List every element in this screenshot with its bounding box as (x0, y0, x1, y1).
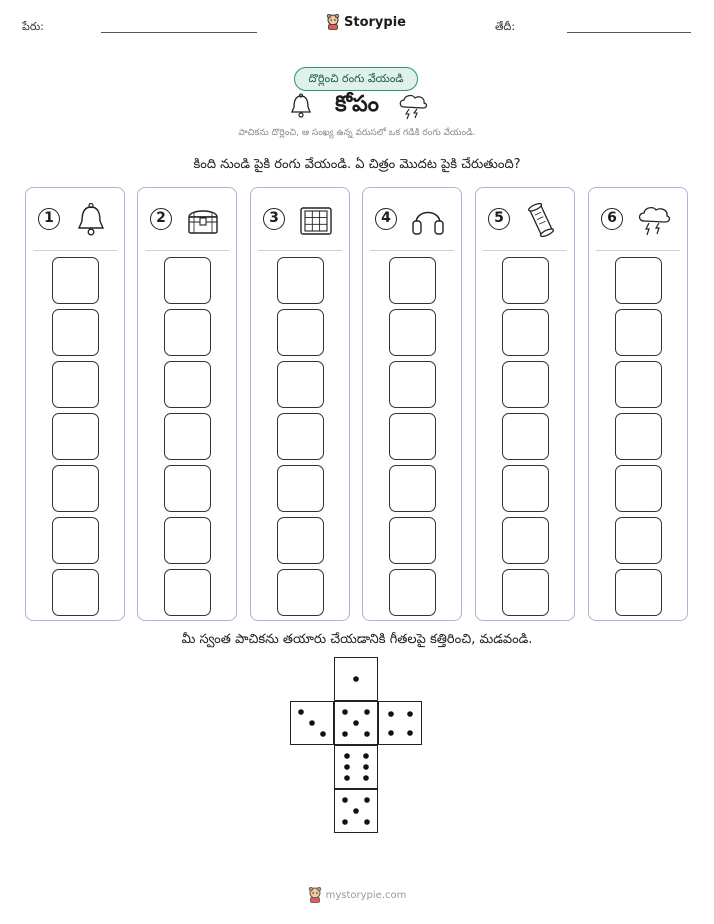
name-label: పేరు: (22, 20, 44, 33)
dice-face-right (378, 701, 422, 745)
dice-face-lower (334, 745, 378, 789)
color-box[interactable] (52, 257, 99, 304)
column-number: 1 (38, 208, 60, 230)
bell-icon (72, 201, 110, 239)
storm-cloud-icon (396, 92, 430, 120)
color-box[interactable] (615, 569, 662, 616)
color-box[interactable] (502, 465, 549, 512)
storm-cloud-icon (635, 201, 673, 239)
color-box[interactable] (52, 413, 99, 460)
column-divider (370, 250, 454, 251)
color-box[interactable] (615, 361, 662, 408)
color-box[interactable] (164, 413, 211, 460)
color-box[interactable] (502, 569, 549, 616)
column-number: 3 (263, 208, 285, 230)
color-box[interactable] (277, 517, 324, 564)
date-label: తేదీ: (495, 20, 516, 33)
instruction-text: పాచికను దొర్లించి, ఆ సంఖ్య ఉన్న వరుసలో ఒక గడికి రంగు వేయండి. (238, 128, 476, 138)
headphones-icon (409, 201, 447, 239)
color-box[interactable] (389, 465, 436, 512)
storypie-mascot-icon (308, 887, 322, 903)
name-field-line[interactable] (101, 32, 257, 33)
color-box[interactable] (164, 309, 211, 356)
color-box[interactable] (389, 257, 436, 304)
column-6 (588, 187, 688, 621)
question-text: కింది నుండి పైకి రంగు వేయండి. ఏ చిత్రం మొదట పైకి చేరుతుంది? (193, 157, 521, 172)
column-5 (475, 187, 575, 621)
column-3 (250, 187, 350, 621)
footer (0, 887, 714, 903)
date-field-line[interactable] (567, 32, 691, 33)
dice-pips (335, 790, 379, 834)
activity-badge: దొర్లించి రంగు వేయండి (294, 67, 418, 91)
column-divider (596, 250, 680, 251)
dice-instruction: మీ స్వంత పాచికను తయారు చేయడానికి గీతలపై కత్తిరించి, మడవండి. (181, 632, 533, 647)
color-box[interactable] (164, 569, 211, 616)
color-box[interactable] (502, 517, 549, 564)
color-box[interactable] (52, 569, 99, 616)
color-box[interactable] (615, 517, 662, 564)
color-box[interactable] (502, 257, 549, 304)
color-box[interactable] (52, 465, 99, 512)
column-2 (137, 187, 237, 621)
color-box[interactable] (277, 257, 324, 304)
color-box[interactable] (615, 465, 662, 512)
column-1 (25, 187, 125, 621)
color-box[interactable] (389, 413, 436, 460)
column-number: 5 (488, 208, 510, 230)
color-box[interactable] (164, 361, 211, 408)
color-box[interactable] (615, 309, 662, 356)
color-box[interactable] (389, 361, 436, 408)
column-divider (483, 250, 567, 251)
color-box[interactable] (502, 309, 549, 356)
color-box[interactable] (164, 465, 211, 512)
dice-pips (335, 746, 379, 790)
color-box[interactable] (277, 309, 324, 356)
dice-face-center (334, 701, 378, 745)
page-title: కోపం (335, 92, 379, 117)
dice-pips (291, 702, 335, 746)
dice-pips (335, 702, 379, 746)
color-box[interactable] (615, 413, 662, 460)
color-box[interactable] (52, 309, 99, 356)
treasure-chest-icon (184, 201, 222, 239)
dice-face-top (334, 657, 378, 701)
dice-face-bottom (334, 789, 378, 833)
color-box[interactable] (615, 257, 662, 304)
dice-face-left (290, 701, 334, 745)
column-4 (362, 187, 462, 621)
color-box[interactable] (277, 361, 324, 408)
color-box[interactable] (164, 517, 211, 564)
column-number: 4 (375, 208, 397, 230)
color-box[interactable] (52, 517, 99, 564)
color-box[interactable] (277, 569, 324, 616)
column-number: 2 (150, 208, 172, 230)
color-box[interactable] (389, 569, 436, 616)
storypie-mascot-icon (326, 14, 340, 30)
tile-grid-icon (297, 201, 335, 239)
column-divider (258, 250, 342, 251)
color-box[interactable] (277, 465, 324, 512)
column-divider (33, 250, 117, 251)
column-divider (145, 250, 229, 251)
color-box[interactable] (389, 517, 436, 564)
column-number: 6 (601, 208, 623, 230)
color-box[interactable] (389, 309, 436, 356)
color-box[interactable] (277, 413, 324, 460)
footer-url[interactable]: mystorypie.com (325, 889, 407, 901)
brand-name: Storypie (344, 14, 406, 30)
dice-pips (335, 658, 379, 702)
color-box[interactable] (502, 413, 549, 460)
color-box[interactable] (502, 361, 549, 408)
color-box[interactable] (52, 361, 99, 408)
dice-pips (379, 702, 423, 746)
brand-logo (326, 14, 406, 30)
paper-scroll-icon (522, 201, 560, 239)
color-box[interactable] (164, 257, 211, 304)
